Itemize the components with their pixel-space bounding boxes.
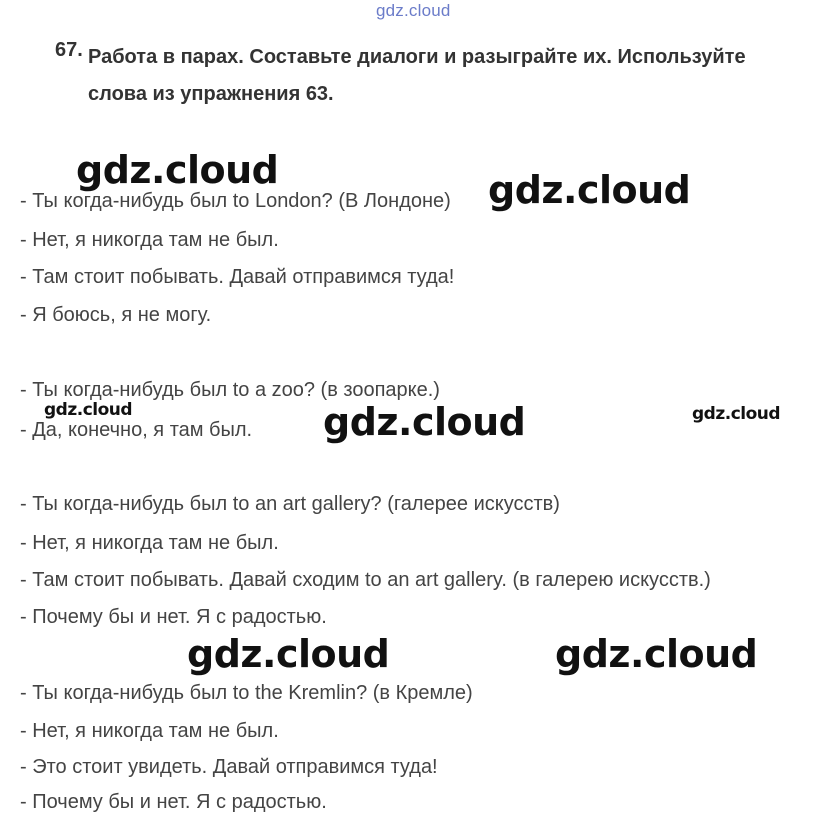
dialog-line: - Ты когда-нибудь был to a zoo? (в зоопарке.) [20, 379, 440, 401]
task-instruction-line-2: слова из упражнения 63. [88, 83, 334, 105]
task-number: 67. [55, 39, 83, 61]
watermark: gdz.cloud [76, 148, 279, 192]
task-instruction [88, 39, 828, 113]
watermark: gdz.cloud [488, 168, 691, 212]
dialog-line: - Нет, я никогда там не был. [20, 532, 279, 554]
watermark: gdz.cloud [555, 632, 758, 676]
watermark: gdz.cloud [323, 400, 526, 444]
task-instruction-line-1: Работа в парах. Составьте диалоги и разыграйте их. Используйте [88, 46, 746, 68]
dialog-line: - Нет, я никогда там не был. [20, 229, 279, 251]
dialog-line: - Почему бы и нет. Я с радостью. [20, 791, 327, 813]
watermark: gdz.cloud [187, 632, 390, 676]
dialog-line: - Почему бы и нет. Я с радостью. [20, 606, 327, 628]
dialog-line: - Ты когда-нибудь был to an art gallery? (галерее искусств) [20, 493, 560, 515]
dialog-line: - Там стоит побывать. Давай сходим to an art gallery. (в галерею искусств.) [20, 569, 711, 591]
dialog-line: - Нет, я никогда там не был. [20, 720, 279, 742]
watermark: gdz.cloud [692, 404, 781, 424]
dialog-line: - Ты когда-нибудь был to the Kremlin? (в Кремле) [20, 682, 473, 704]
dialog-line: - Там стоит побывать. Давай отправимся туда! [20, 266, 455, 288]
dialog-line: - Ты когда-нибудь был to London? (В Лондоне) [20, 190, 451, 212]
dialog-line: - Да, конечно, я там был. [20, 419, 253, 441]
dialog-line: - Я боюсь, я не могу. [20, 304, 212, 326]
dialog-line: - Это стоит увидеть. Давай отправимся туда! [20, 756, 438, 778]
watermark: gdz.cloud [44, 400, 133, 420]
header-watermark: gdz.cloud [376, 1, 451, 20]
